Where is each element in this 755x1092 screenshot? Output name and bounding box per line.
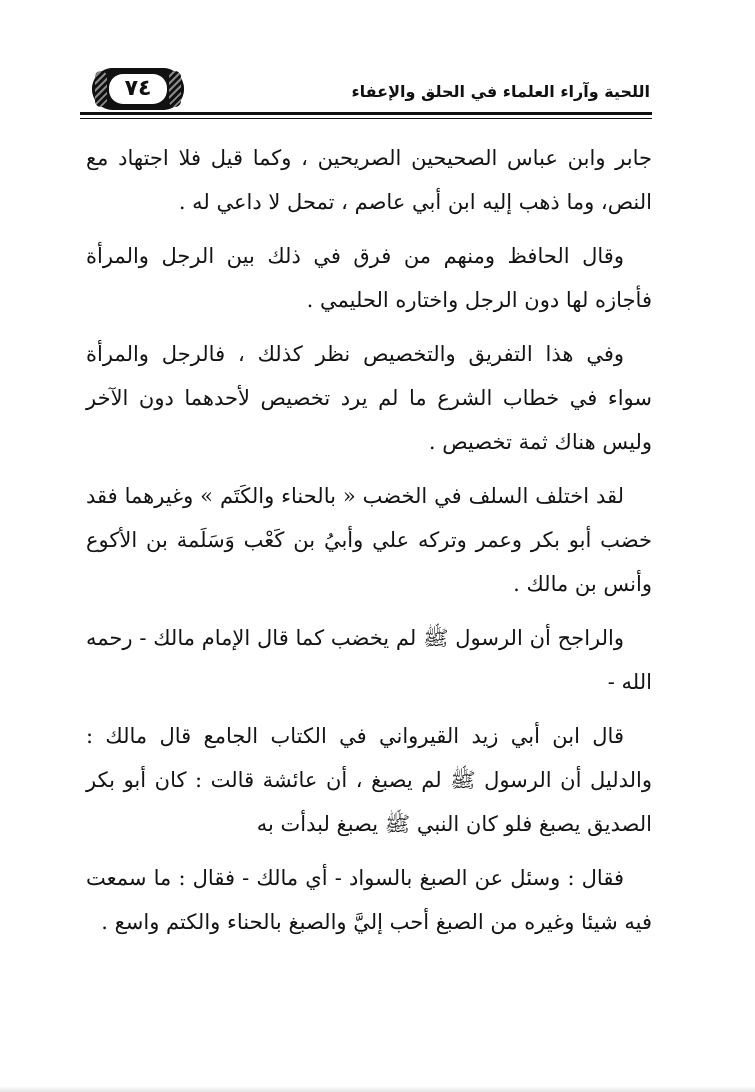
paragraph-7: فقال : وسئل عن الصبغ بالسواد - أي مالك - فقال : ما سمعت فيه شيئا وغيره من الصبغ أحب إليَّ والصبغ بالحناء والكتم واسع . <box>86 866 652 934</box>
paragraph-1: جابر وابن عباس الصحيحين الصريحين ، وكما قيل فلا اجتهاد مع النص، وما ذهب إليه ابن أبي عاصم ، تمحل لا داعي له . <box>86 146 652 214</box>
paragraph-6: قال ابن أبي زيد القيرواني في الكتاب الجامع قال مالك : والدليل أن الرسول ﷺ لم يصبغ ، أن عائشة قالت : كان أبو بكر الصديق يصبغ فلو كان النبي ﷺ يصبغ لبدأت به <box>86 724 652 836</box>
header-rule-thick <box>80 112 652 115</box>
paragraph-4: لقد اختلف السلف في الخضب « بالحناء والكَتَم » وغيرهما فقد خضب أبو بكر وعمر وتركه علي وأبيُ بن كَعْب وَسَلَمة بن الأكوع وأنس بن مالك . <box>86 484 652 596</box>
header-rule-thin <box>80 118 652 119</box>
page-header <box>80 64 652 122</box>
paragraph-3: وفي هذا التفريق والتخصيص نظر كذلك ، فالرجل والمرأة سواء في خطاب الشرع ما لم يرد تخصيص لأحدهما دون الآخر وليس هناك ثمة تخصيص . <box>86 342 652 454</box>
page-body <box>86 136 652 954</box>
paragraph-2: وقال الحافظ ومنهم من فرق في ذلك بين الرجل والمرأة فأجازه لها دون الرجل واختاره الحليمي . <box>86 244 652 312</box>
paragraph-5: والراجح أن الرسول ﷺ لم يخضب كما قال الإمام مالك - رحمه الله - <box>86 626 652 694</box>
page-number-badge <box>92 68 184 110</box>
running-title: اللحية وآراء العلماء في الحلق والإعفاء <box>351 82 650 101</box>
page-number: ٧٤ <box>109 74 167 104</box>
page-bottom-edge <box>0 1086 755 1092</box>
